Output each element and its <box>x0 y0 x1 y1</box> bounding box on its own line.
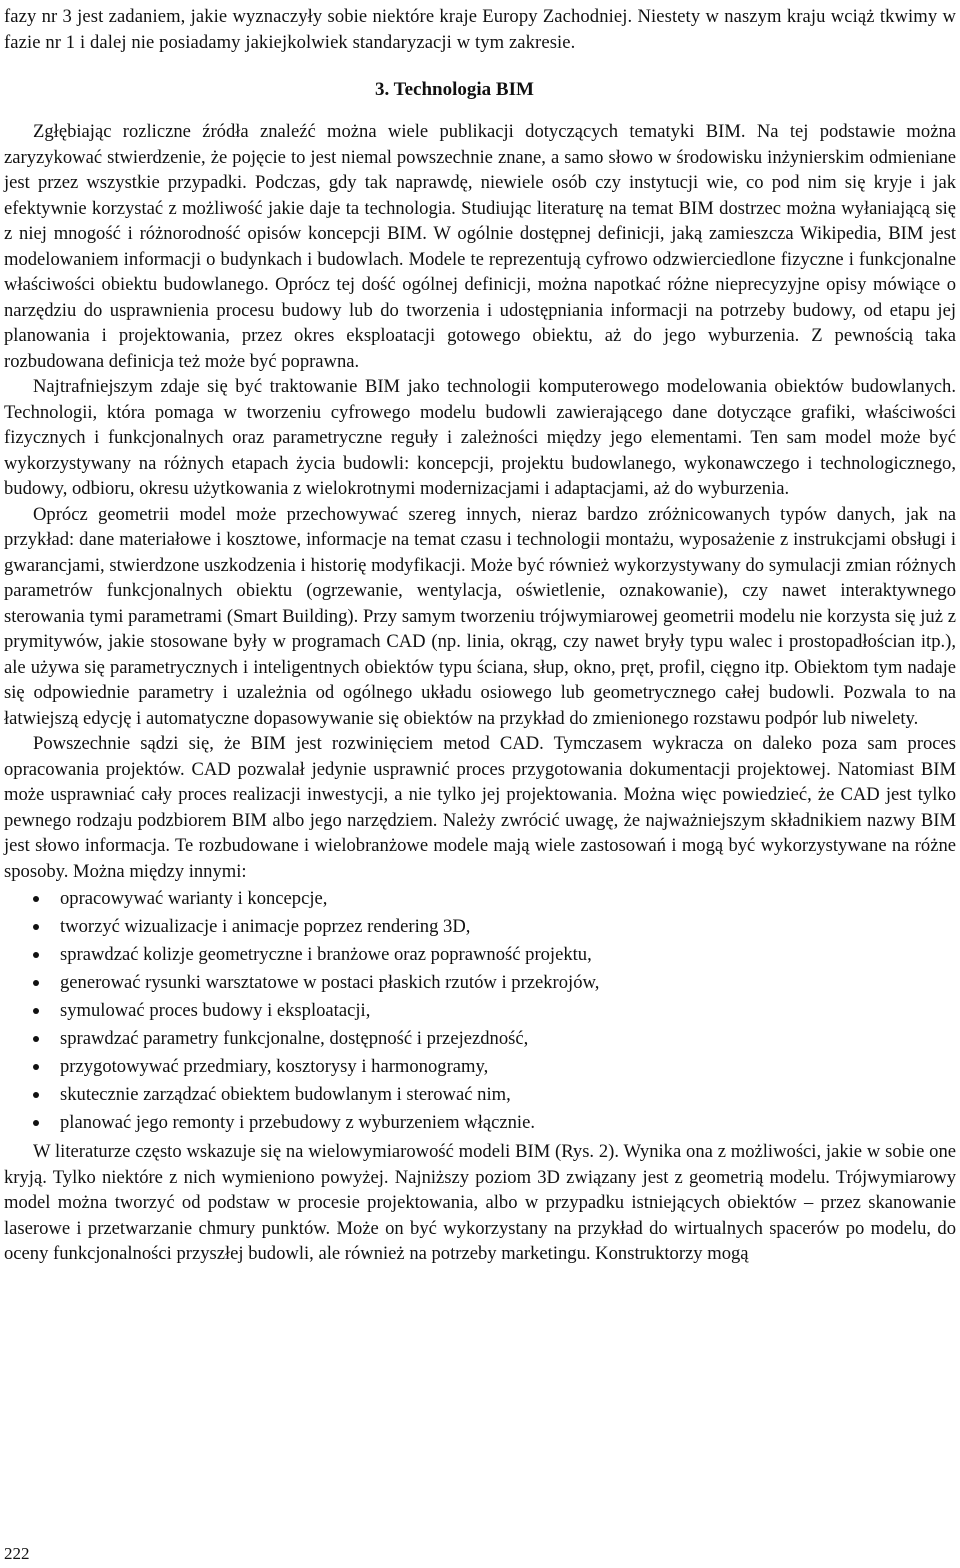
list-item-text: symulować proces budowy i eksploatacji, <box>60 1000 371 1021</box>
list-item <box>4 969 956 997</box>
section-title: Technologia BIM <box>393 79 534 100</box>
bullet-icon <box>33 1064 39 1070</box>
list-item <box>4 1081 956 1109</box>
list-item <box>4 1053 956 1081</box>
list-item-text: opracowywać warianty i koncepcje, <box>60 888 328 909</box>
body-paragraph: Powszechnie sądzi się, że BIM jest rozwinięciem metod CAD. Tymczasem wykracza on daleko poza sam proces opracowania projektów. CAD pozwalał jedynie usprawnić proces przygotowania dokumentacji projektowej. Natomiast BIM może usprawniać cały proces realizacji inwestycji, a nie tylko jej projektowania. Można więc powiedzieć, że CAD jest tylko pewnego rodzaju podzbiorem BIM albo jego narzędziem. Należy zwrócić uwagę, że najważniejszym składnikiem nazwy BIM jest słowo informacja. Te rozbudowane i wielobranżowe modele mają wiele zastosowań i mogą być wykorzystywane na różne sposoby. Można między innymi: <box>4 733 956 882</box>
bullet-icon <box>33 896 39 902</box>
list-item-text: przygotowywać przedmiary, kosztorysy i harmonogramy, <box>60 1056 489 1077</box>
bullet-icon <box>33 1120 39 1126</box>
list-item <box>4 1025 956 1053</box>
list-item <box>4 997 956 1025</box>
section-number: 3. <box>375 79 390 100</box>
list-item-text: tworzyć wizualizacje i animacje poprzez rendering 3D, <box>60 916 471 937</box>
bullet-icon <box>33 1092 39 1098</box>
list-item <box>4 913 956 941</box>
list-item <box>4 941 956 969</box>
intro-paragraph: fazy nr 3 jest zadaniem, jakie wyznaczyły sobie niektóre kraje Europy Zachodniej. Niestety w naszym kraju wciąż tkwimy w fazie nr 1 i dalej nie posiadamy jakiejkolwiek standaryzacji w tym zakresie. <box>4 6 956 53</box>
list-item-text: planować jego remonty i przebudowy z wyburzeniem włącznie. <box>60 1112 535 1133</box>
list-item-text: skutecznie zarządzać obiektem budowlanym i sterować nim, <box>60 1084 511 1105</box>
list-item-text: sprawdzać parametry funkcjonalne, dostępność i przejezdność, <box>60 1028 529 1049</box>
list-item <box>4 885 956 913</box>
body-paragraph: Najtrafniejszym zdaje się być traktowanie BIM jako technologii komputerowego modelowania obiektów budowlanych. Technologii, która pomaga w tworzeniu cyfrowego modelu budowli zawierającego dane dotyczące grafiki, właściwości fizycznych i funkcjonalnych oraz parametryczne reguły i zależności między jego elementami. Ten sam model może być wykorzystywany na różnych etapach życia budowli: koncepcji, projektu budowlanego, wykonawczego i technologicznego, budowy, odbioru, okresu użytkowania z wielokrotnymi modernizacjami i adaptacjami, aż do wyburzenia. <box>4 376 956 499</box>
list-item-text: sprawdzać kolizje geometryczne i branżowe oraz poprawność projektu, <box>60 944 592 965</box>
bullet-icon <box>33 1036 39 1042</box>
document-page <box>4 4 956 1267</box>
body-paragraph: Zgłębiając rozliczne źródła znaleźć można wiele publikacji dotyczących tematyki BIM. Na tej podstawie można zaryzykować stwierdzenie, że pojęcie to jest niemal powszechnie znane, a samo słowo w środowisku inżynierskim odmieniane jest przez wszystkie przypadki. Podczas, gdy tak naprawdę, niewiele osób czy instytucji wie, co pod nim się kryje i jak efektywnie korzystać z możliwość jakie daje ta technologia. Studiując literaturę na temat BIM dostrzec można wyłaniającą się z niej mnogość i różnorodność opisów koncepcji BIM. W ogólnie dostępnej definicji, jaką zamieszcza Wikipedia, BIM jest modelowaniem informacji o budynkach i budowlach. Modele te reprezentują cyfrowo odzwierciedlone fizyczne i funkcjonalne właściwości obiektu budowlanego. Oprócz tej dość ogólnej definicji, można napotkać różne nieprecyzyjne opisy mówiące o narzędziu do usprawnienia procesu budowy lub do tworzenia i udostępniania informacji na potrzeby budowy, od etapu jej planowania i projektowania, przez okres eksploatacji gotowego obiektu, aż do jego wyburzenia. Z pewnością taka rozbudowana definicja też może być poprawna. <box>4 121 956 372</box>
page-number: 222 <box>4 1544 30 1563</box>
bullet-icon <box>33 980 39 986</box>
closing-paragraph: W literaturze często wskazuje się na wielowymiarowość modeli BIM (Rys. 2). Wynika ona z możliwości, jakie w sobie one kryją. Tylko niektóre z nich wymieniono powyżej. Najniższy poziom 3D związany jest z geometrią modelu. Trójwymiarowy model można tworzyć od podstaw w procesie projektowania, albo w przypadku istniejących obiektów – przez skanowanie laserowe i przetwarzanie chmury punktów. Może on być wykorzystany na przykład do wirtualnych spacerów po modelu, do oceny funkcjonalności przyszłej budowli, ale również na potrzeby marketingu. Konstruktorzy mogą <box>4 1141 956 1264</box>
list-item-text: generować rysunki warsztatowe w postaci płaskich rzutów i przekrojów, <box>60 972 600 993</box>
list-item <box>4 1109 956 1137</box>
bullet-icon <box>33 924 39 930</box>
bullet-icon <box>33 952 39 958</box>
body-paragraph: Oprócz geometrii model może przechowywać szereg innych, nieraz bardzo zróżnicowanych typów danych, jak na przykład: dane materiałowe i kosztowe, informacje na temat czasu i technologii montażu, wyposażenie z instrukcjami obsługi i gwarancjami, stwierdzone uszkodzenia i historię modyfikacji. Może być również wykorzystywany do symulacji zmian różnych parametrów funkcjonalnych obiektu (ogrzewanie, wentylacja, oświetlenie, oznakowanie), czy nawet interaktywnego sterowania tymi parametrami (Smart Building). Przy samym tworzeniu trójwymiarowej geometrii modelu nie korzysta się już z prymitywów, jakie stosowane były w programach CAD (np. linia, okrąg, czy nawet bryły typu walec i prostopadłościan itp.), ale używa się parametrycznych i inteligentnych obiektów typu ściana, słup, okno, pręt, profil, cięgno itp. Obiektom tym nadaje się odpowiednie parametry i uzależnia od ogólnego układu osiowego lub geometrycznego całej budowli. Pozwala to na łatwiejszą edycję i automatyczne dopasowywanie się obiektów na przykład do zmienionego rozstawu podpór lub niwelety. <box>4 503 956 729</box>
bullet-icon <box>33 1008 39 1014</box>
applications-list <box>4 884 956 1139</box>
section-heading <box>4 77 956 102</box>
